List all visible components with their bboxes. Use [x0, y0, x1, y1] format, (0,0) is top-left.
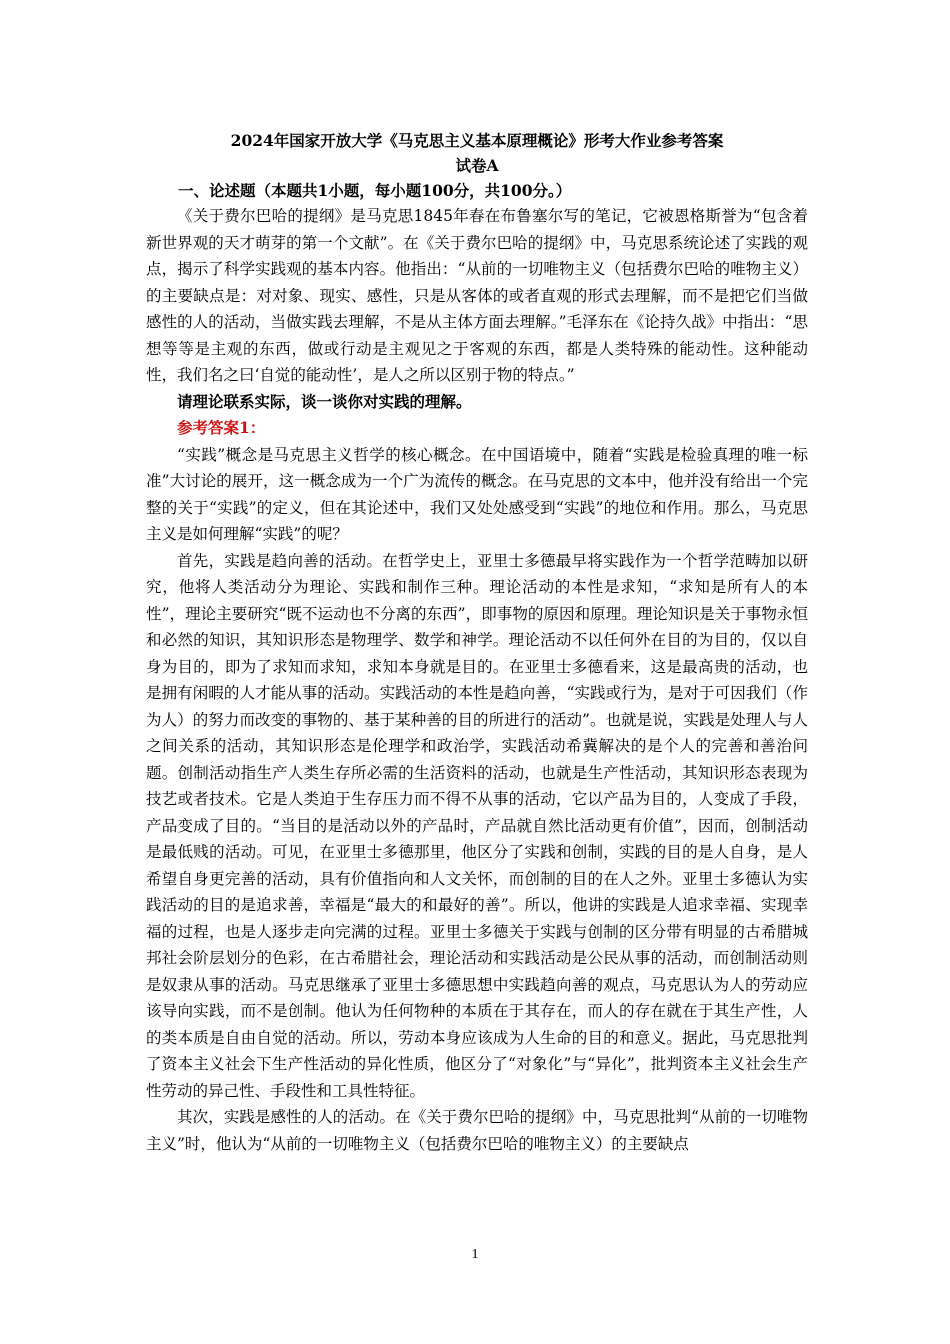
section-heading: 一、论述题（本题共1小题，每小题100分，共100分。）	[178, 181, 572, 200]
page-number: 1	[471, 1247, 479, 1262]
answer-paragraph: 首先，实践是趋向善的活动。在哲学史上，亚里士多德最早将实践作为一个哲学范畴加以研究，他将人类活动分为理论、实践和制作三种。理论活动的本性是求知，“求知是所有人的本性”，理论主要研究“既不运动也不分离的东西”，即事物的原因和原理。理论知识是关于事物永恒和必然的知识，其知识形态是物理学、数学和神学。理论活动不以任何外在目的为目的，仅以自身为目的，即为了求知而求知，求知本身就是目的。在亚里士多德看来，这是最高贵的活动，也是拥有闲暇的人才能从事的活动。实践活动的本性是趋向善，“实践或行为，是对于可因我们（作为人）的努力而改变的事物的、基于某种善的目的所进行的活动”。也就是说，实践是处理人与人之间关系的活动，其知识形态是伦理学和政治学，实践活动希冀解决的是个人的完善和善治问题。创制活动指生产人类生存所必需的生活资料的活动，也就是生产性活动，其知识形态表现为技艺或者技术。它是人类迫于生存压力而不得不从事的活动，它以产品为目的，人变成了手段，产品变成了目的。“当目的是活动以外的产品时，产品就自然比活动更有价值”，因而，创制活动是最低贱的活动。可见，在亚里士多德那里，他区分了实践和创制，实践的目的是人自身，是人希望自身更完善的活动，具有价值指向和人文关怀，而创制的目的在人之外。亚里士多德认为实践活动的目的是追求善，幸福是“最大的和最好的善”。所以，他讲的实践是人追求幸福、实现幸福的过程，也是人逐步走向完满的过程。亚里士多德关于实践与创制的区分带有明显的古希腊城邦社会阶层划分的色彩，在古希腊社会，理论活动和实践活动是公民从事的活动，而创制活动则是奴隶从事的活动。马克思继承了亚里士多德思想中实践趋向善的观点，马克思认为人的劳动应该导向实践，而不是创制。他认为任何物种的本质在于其存在，而人的存在就在于其生产性，人的类本质是自由自觉的活动。所以，劳动本身应该成为人生命的目的和意义。据此，马克思批判了资本主义社会下生产性活动的异化性质，他区分了“对象化”与“异化”，批判资本主义社会生产性劳动的异己性、手段性和工具性特征。	[146, 551, 808, 1100]
document-title: 2024年国家开放大学《马克思主义基本原理概论》形考大作业参考答案	[230, 131, 724, 150]
answer-label: 参考答案1：	[177, 418, 266, 437]
question-text: 请理论联系实际，谈一谈你对实践的理解。	[177, 391, 472, 411]
document-subtitle: 试卷A	[455, 156, 499, 175]
answer-paragraph: “实践”概念是马克思主义哲学的核心概念。在中国语境中，随着“实践是检验真理的唯一标准”大讨论的展开，这一概念成为一个广为流传的概念。在马克思的文本中，他并没有给出一个完整的关于“实践”的定义，但在其论述中，我们又处处感受到“实践”的地位和作用。那么，马克思主义是如何理解“实践”的呢？	[146, 445, 808, 543]
prompt-paragraph: 《关于费尔巴哈的提纲》是马克思1845年春在布鲁塞尔写的笔记，它被恩格斯誉为“包含着新世界观的天才萌芽的第一个文献”。在《关于费尔巴哈的提纲》中，马克思系统论述了实践的观点，揭示了科学实践观的基本内容。他指出：“从前的一切唯物主义（包括费尔巴哈的唯物主义）的主要缺点是：对对象、现实、感性，只是从客体的或者直观的形式去理解，而不是把它们当做感性的人的活动，当做实践去理解，不是从主体方面去理解。”毛泽东在《论持久战》中指出：“思想等等是主观的东西，做或行动是主观见之于客观的东西，都是人类特殊的能动性。这种能动性，我们名之曰‘自觉的能动性’，是人之所以区别于物的特点。”	[146, 207, 808, 384]
document-page	[146, 128, 808, 1157]
answer-paragraph: 其次，实践是感性的人的活动。在《关于费尔巴哈的提纲》中，马克思批判“从前的一切唯物主义”时，他认为“从前的一切唯物主义（包括费尔巴哈的唯物主义）的主要缺点	[146, 1108, 808, 1153]
